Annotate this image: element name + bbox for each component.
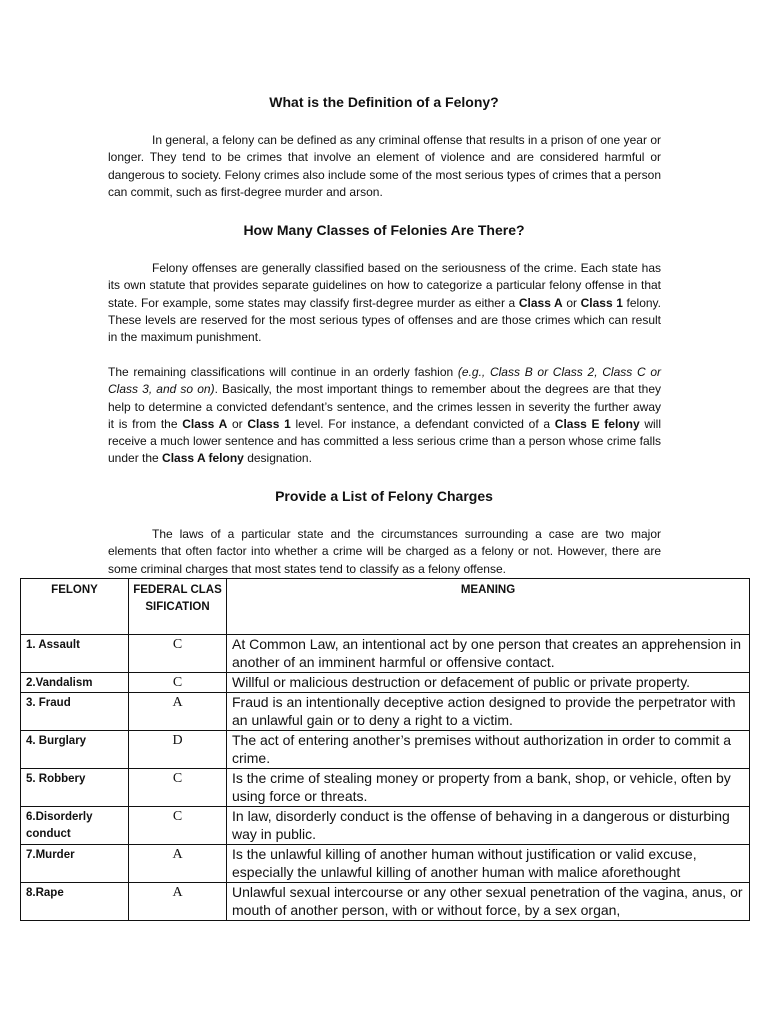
column-header-felony: FELONY [21,579,129,635]
bold-class-e-felony: Class E felony [554,416,640,431]
classification-cell: C [129,673,227,693]
table-row [21,731,750,769]
classification-cell: C [129,635,227,673]
meaning-cell: Is the unlawful killing of another human without justification or valid excuse, especially the unlawful killing of another human with malice aforethought [227,845,750,883]
heading-felony-classes: How Many Classes of Felonies Are There? [243,222,525,238]
column-header-classification: FEDERAL CLASSIFICATION [129,579,227,635]
classification-cell: D [129,731,227,769]
heading-felony-definition: What is the Definition of a Felony? [269,94,499,110]
table-row [21,769,750,807]
table-row [21,693,750,731]
table-row [21,883,750,921]
bold-class-a: Class A [182,416,228,431]
meaning-cell: Is the crime of stealing money or property from a bank, shop, or vehicle, often by using force or threats. [227,769,750,807]
column-header-meaning: MEANING [227,579,750,635]
bold-class-a: Class A [518,295,563,310]
paragraph-felony-classes-2: The remaining classifications will continue in an orderly fashion (e.g., Class B or Class 2, Class C or Class 3, and so on). Basically, the most important things to remember about the degrees are that they help to determine a convicted defendant’s sentence, and the crimes lessen in severity the further away it is from the Class A or Class 1 level. For instance, a defendant convicted of a Class E felony will receive a much lower sentence and has committed a less serious crime than a person whose crime falls under the Class A felony designation. [108,365,662,466]
felony-cell: 1. Assault [21,635,129,673]
classification-cell: A [129,883,227,921]
paragraph-felony-charges: The laws of a particular state and the circumstances surrounding a case are two major elements that often factor into whether a crime will be charged as a felony or not. However, there are some criminal charges that most states tend to classify as a felony offense. [108,527,661,576]
felony-cell: 8.Rape [21,883,129,921]
meaning-cell: In law, disorderly conduct is the offense of behaving in a dangerous or disturbing way in public. [227,807,750,845]
meaning-cell: At Common Law, an intentional act by one person that creates an apprehension in another of an imminent harmful or offensive contact. [227,635,750,673]
table-row [21,845,750,883]
paragraph-felony-definition: In general, a felony can be defined as any criminal offense that results in a prison of one year or longer. They tend to be crimes that involve an element of violence and are considered harmful or dangerous to society. Felony crimes also include some of the most serious types of crimes that a person can commit, such as first-degree murder and arson. [108,133,661,199]
felony-cell: 3. Fraud [21,693,129,731]
table-row [21,673,750,693]
meaning-cell: The act of entering another’s premises without authorization in order to commit a crime. [227,731,750,769]
felony-table [20,578,750,921]
heading-felony-charges: Provide a List of Felony Charges [275,488,493,504]
felony-cell: 6.Disorderly conduct [21,807,129,845]
felony-cell: 2.Vandalism [21,673,129,693]
table-row [21,807,750,845]
classification-cell: C [129,807,227,845]
paragraph-felony-classes-1: Felony offenses are generally classified based on the seriousness of the crime. Each state has its own statute that provides separate guidelines on how to categorize a particular felony offense in that state. For example, some states may classify first-degree murder as either a Class A or Class 1 felony. These levels are reserved for the most serious types of offenses and are those crimes which can result in the maximum punishment. [108,261,662,345]
felony-cell: 7.Murder [21,845,129,883]
classification-cell: A [129,845,227,883]
bold-class-a-felony: Class A felony [162,451,244,466]
felony-cell: 5. Robbery [21,769,129,807]
meaning-cell: Fraud is an intentionally deceptive action designed to provide the perpetrator with an unlawful gain or to deny a right to a victim. [227,693,750,731]
bold-class-1: Class 1 [580,295,623,310]
table-row [21,635,750,673]
bold-class-1: Class 1 [247,416,291,431]
italic-class-examples: (e.g., Class B or Class 2, Class C or Class 3, and so on) [108,365,662,397]
classification-cell: C [129,769,227,807]
classification-cell: A [129,693,227,731]
meaning-cell: Unlawful sexual intercourse or any other sexual penetration of the vagina, anus, or mouth of another person, with or without force, by a sex organ, [227,883,750,921]
table-header-row [21,579,750,635]
felony-cell: 4. Burglary [21,731,129,769]
meaning-cell: Willful or malicious destruction or defacement of public or private property. [227,673,750,693]
